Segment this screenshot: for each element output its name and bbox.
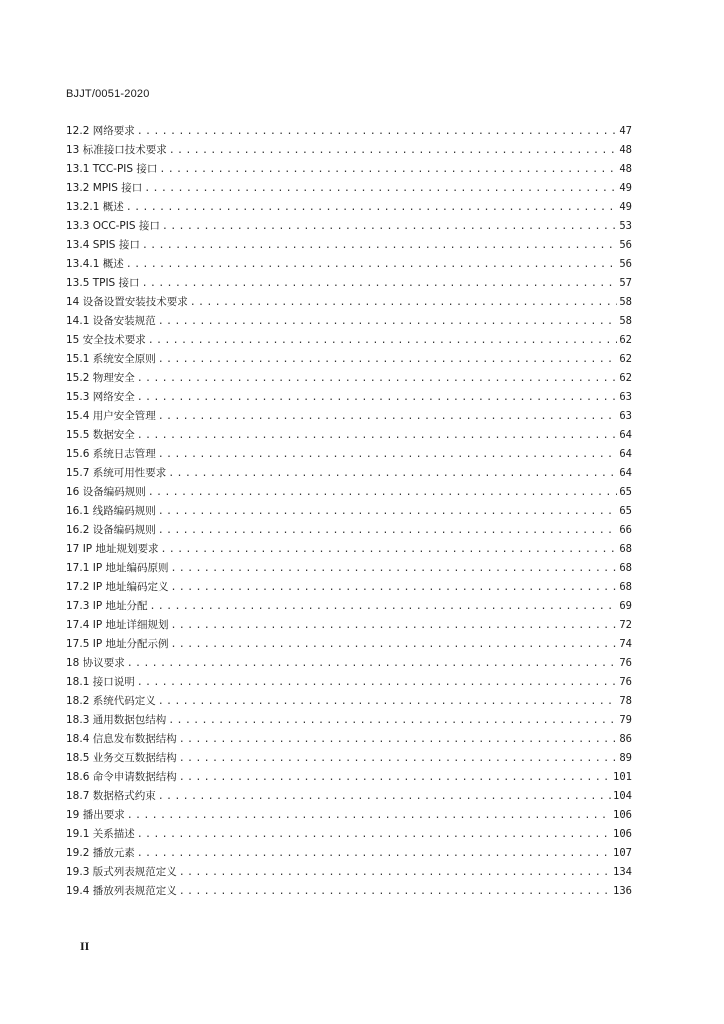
toc-entry[interactable]: [66, 255, 632, 274]
toc-dot-leader: [158, 312, 618, 331]
toc-entry-page: 62: [619, 372, 632, 384]
toc-entry-title: 18.5 业务交互数据结构: [66, 752, 177, 764]
toc-entry-title: 13.1 TCC-PIS 接口: [66, 163, 158, 175]
toc-entry-title: 15.2 物理安全: [66, 372, 135, 384]
toc-entry-page: 74: [619, 638, 632, 650]
toc-dot-leader: [158, 407, 618, 426]
toc-entry[interactable]: [66, 540, 632, 559]
toc-entry-page: 49: [619, 201, 632, 213]
toc-entry-page: 64: [619, 467, 632, 479]
toc-dot-leader: [160, 540, 617, 559]
toc-entry[interactable]: [66, 502, 632, 521]
toc-entry-title: 18.3 通用数据包结构: [66, 714, 167, 726]
toc-entry[interactable]: [66, 692, 632, 711]
toc-dot-leader: [179, 749, 618, 768]
toc-dot-leader: [142, 236, 618, 255]
toc-entry-page: 78: [619, 695, 632, 707]
toc-dot-leader: [159, 160, 617, 179]
toc-entry[interactable]: [66, 654, 632, 673]
toc-entry[interactable]: [66, 483, 632, 502]
toc-dot-leader: [170, 616, 617, 635]
toc-entry-page: 63: [619, 410, 632, 422]
toc-entry-title: 12.2 网络要求: [66, 125, 135, 137]
toc-dot-leader: [179, 882, 611, 901]
toc-entry-title: 14 设备设置安装技术要求: [66, 296, 188, 308]
toc-entry-title: 17.5 IP 地址分配示例: [66, 638, 169, 650]
toc-entry-title: 19.4 播放列表规范定义: [66, 885, 177, 897]
toc-entry[interactable]: [66, 179, 632, 198]
toc-entry[interactable]: [66, 635, 632, 654]
toc-dot-leader: [137, 673, 618, 692]
toc-entry[interactable]: [66, 844, 632, 863]
toc-dot-leader: [137, 122, 618, 141]
toc-dot-leader: [169, 141, 618, 160]
toc-entry-title: 16 设备编码规则: [66, 486, 146, 498]
toc-entry-page: 48: [619, 163, 632, 175]
toc-entry-page: 53: [619, 220, 632, 232]
toc-entry-page: 49: [619, 182, 632, 194]
toc-entry-title: 15 安全技术要求: [66, 334, 146, 346]
toc-entry-title: 16.1 线路编码规则: [66, 505, 156, 517]
toc-entry-page: 89: [619, 752, 632, 764]
toc-entry-title: 13.4 SPIS 接口: [66, 239, 140, 251]
toc-entry-title: 18 协议要求: [66, 657, 125, 669]
toc-entry-title: 15.7 系统可用性要求: [66, 467, 167, 479]
toc-entry-title: 13.2.1 概述: [66, 201, 124, 213]
toc-dot-leader: [126, 255, 618, 274]
toc-dot-leader: [137, 369, 618, 388]
toc-entry-page: 56: [619, 239, 632, 251]
toc-entry-title: 19.3 版式列表规范定义: [66, 866, 177, 878]
toc-entry-title: 15.6 系统日志管理: [66, 448, 156, 460]
toc-entry-page: 56: [619, 258, 632, 270]
toc-entry[interactable]: [66, 464, 632, 483]
toc-entry-title: 13.3 OCC-PIS 接口: [66, 220, 160, 232]
toc-dot-leader: [149, 597, 617, 616]
toc-dot-leader: [179, 863, 611, 882]
toc-dot-leader: [127, 654, 618, 673]
toc-entry[interactable]: [66, 160, 632, 179]
toc-entry[interactable]: [66, 882, 632, 901]
toc-entry-title: 19.2 播放元素: [66, 847, 135, 859]
toc-entry[interactable]: [66, 350, 632, 369]
toc-entry-title: 13 标准接口技术要求: [66, 144, 167, 156]
toc-entry[interactable]: [66, 673, 632, 692]
toc-entry-page: 58: [619, 315, 632, 327]
toc-entry[interactable]: [66, 388, 632, 407]
toc-dot-leader: [190, 293, 618, 312]
toc-entry[interactable]: [66, 616, 632, 635]
toc-dot-leader: [158, 502, 618, 521]
toc-entry-title: 18.7 数据格式约束: [66, 790, 156, 802]
toc-entry-page: 136: [613, 885, 632, 897]
toc-entry-page: 47: [619, 125, 632, 137]
toc-entry[interactable]: [66, 806, 632, 825]
toc-entry-page: 68: [619, 581, 632, 593]
toc-entry-page: 72: [619, 619, 632, 631]
document-code: BJJT/0051-2020: [66, 88, 150, 100]
page-number: II: [80, 939, 90, 953]
toc-dot-leader: [179, 768, 611, 787]
toc-entry[interactable]: [66, 825, 632, 844]
toc-dot-leader: [168, 464, 617, 483]
toc-entry-title: 18.4 信息发布数据结构: [66, 733, 177, 745]
toc-entry-page: 58: [619, 296, 632, 308]
toc-entry-page: 106: [613, 809, 632, 821]
toc-entry[interactable]: [66, 141, 632, 160]
toc-entry-page: 68: [619, 543, 632, 555]
toc-dot-leader: [170, 559, 617, 578]
toc-entry-title: 17.4 IP 地址详细规划: [66, 619, 169, 631]
toc-entry-page: 62: [619, 334, 632, 346]
toc-entry[interactable]: [66, 122, 632, 141]
toc-dot-leader: [137, 825, 611, 844]
toc-dot-leader: [148, 331, 618, 350]
toc-entry[interactable]: [66, 274, 632, 293]
toc-entry-title: 17.1 IP 地址编码原则: [66, 562, 169, 574]
toc-entry[interactable]: [66, 711, 632, 730]
toc-entry-title: 17 IP 地址规划要求: [66, 543, 159, 555]
toc-entry-page: 64: [619, 448, 632, 460]
toc-entry[interactable]: [66, 559, 632, 578]
toc-dot-leader: [158, 787, 611, 806]
toc-entry[interactable]: [66, 236, 632, 255]
toc-entry[interactable]: [66, 217, 632, 236]
toc-entry[interactable]: [66, 445, 632, 464]
toc-dot-leader: [179, 730, 618, 749]
toc-dot-leader: [168, 711, 617, 730]
toc-entry-page: 76: [619, 676, 632, 688]
toc-entry[interactable]: [66, 749, 632, 768]
toc-entry-title: 15.4 用户安全管理: [66, 410, 156, 422]
toc-entry-title: 18.1 接口说明: [66, 676, 135, 688]
toc-entry-page: 76: [619, 657, 632, 669]
toc-dot-leader: [158, 445, 618, 464]
toc-dot-leader: [137, 426, 618, 445]
toc-entry[interactable]: [66, 768, 632, 787]
toc-entry-title: 17.3 IP 地址分配: [66, 600, 148, 612]
toc-entry-title: 15.5 数据安全: [66, 429, 135, 441]
toc-entry-title: 19 播出要求: [66, 809, 125, 821]
toc-entry-page: 86: [619, 733, 632, 745]
toc-entry-page: 66: [619, 524, 632, 536]
toc-entry-page: 63: [619, 391, 632, 403]
toc-dot-leader: [148, 483, 618, 502]
toc-entry-page: 68: [619, 562, 632, 574]
toc-entry-title: 14.1 设备安装规范: [66, 315, 156, 327]
toc-entry[interactable]: [66, 198, 632, 217]
toc-entry-page: 48: [619, 144, 632, 156]
toc-entry-title: 16.2 设备编码规则: [66, 524, 156, 536]
toc-entry-page: 69: [619, 600, 632, 612]
toc-entry-page: 57: [619, 277, 632, 289]
toc-entry-title: 19.1 关系描述: [66, 828, 135, 840]
toc-entry-page: 104: [613, 790, 632, 802]
toc-dot-leader: [126, 198, 618, 217]
toc-dot-leader: [158, 692, 618, 711]
toc-entry-page: 79: [619, 714, 632, 726]
toc-entry-page: 101: [613, 771, 632, 783]
toc-dot-leader: [144, 179, 617, 198]
toc-entry[interactable]: [66, 293, 632, 312]
toc-dot-leader: [137, 844, 611, 863]
toc-entry-title: 13.5 TPIS 接口: [66, 277, 140, 289]
toc-entry-title: 18.2 系统代码定义: [66, 695, 156, 707]
toc-entry-title: 13.2 MPIS 接口: [66, 182, 143, 194]
toc-dot-leader: [170, 578, 617, 597]
toc-entry[interactable]: [66, 863, 632, 882]
toc-entry-page: 107: [613, 847, 632, 859]
toc-dot-leader: [137, 388, 618, 407]
toc-dot-leader: [142, 274, 618, 293]
toc-entry-title: 17.2 IP 地址编码定义: [66, 581, 169, 593]
toc-entry[interactable]: [66, 407, 632, 426]
toc-entry[interactable]: [66, 369, 632, 388]
toc-entry-title: 18.6 命令申请数据结构: [66, 771, 177, 783]
toc-dot-leader: [170, 635, 617, 654]
toc-entry-page: 65: [619, 486, 632, 498]
toc-entry-title: 15.1 系统安全原则: [66, 353, 156, 365]
toc-entry[interactable]: [66, 426, 632, 445]
toc-entry-page: 134: [613, 866, 632, 878]
toc-entry[interactable]: [66, 597, 632, 616]
toc-entry-title: 15.3 网络安全: [66, 391, 135, 403]
toc-entry-page: 64: [619, 429, 632, 441]
toc-entry[interactable]: [66, 312, 632, 331]
toc-entry[interactable]: [66, 730, 632, 749]
toc-entry[interactable]: [66, 521, 632, 540]
toc-dot-leader: [162, 217, 617, 236]
toc-entry-page: 62: [619, 353, 632, 365]
toc-entry[interactable]: [66, 787, 632, 806]
table-of-contents: [66, 122, 632, 901]
toc-entry-title: 13.4.1 概述: [66, 258, 124, 270]
toc-dot-leader: [158, 521, 618, 540]
toc-dot-leader: [158, 350, 618, 369]
toc-entry-page: 65: [619, 505, 632, 517]
toc-entry[interactable]: [66, 578, 632, 597]
toc-entry-page: 106: [613, 828, 632, 840]
toc-dot-leader: [127, 806, 611, 825]
toc-entry[interactable]: [66, 331, 632, 350]
